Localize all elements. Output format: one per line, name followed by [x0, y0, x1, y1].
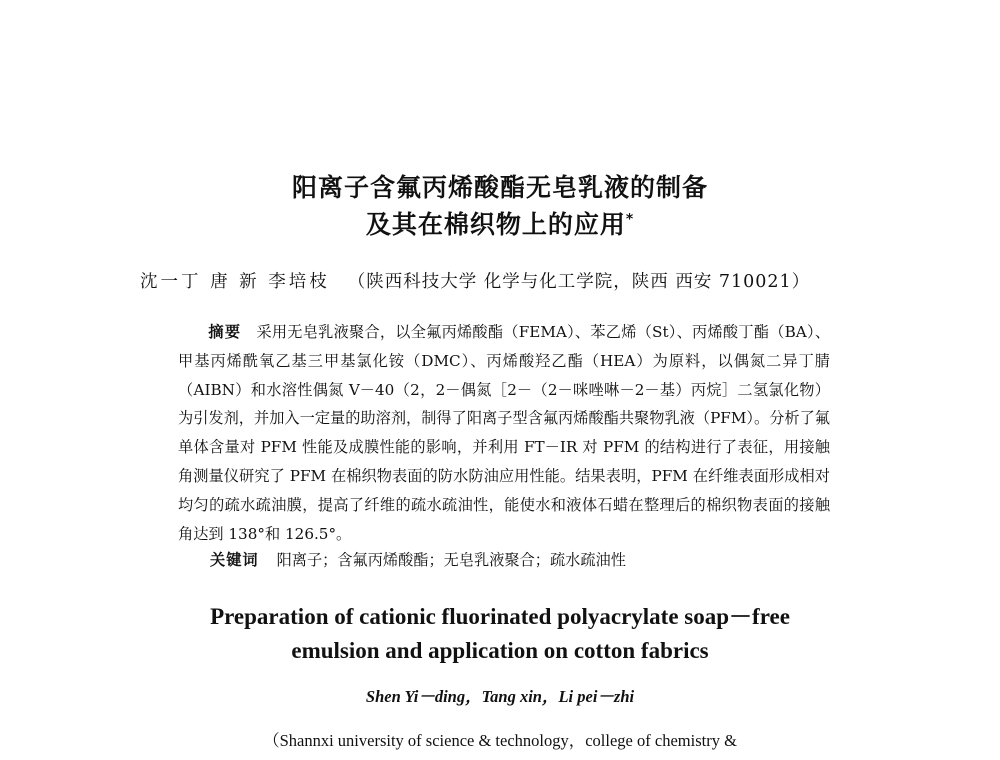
english-affiliation: （Shannxi university of science & technology，college of chemistry &: [263, 731, 737, 750]
english-title-line-1: Preparation of cationic fluorinated polyacrylate soap－free: [210, 604, 790, 629]
chinese-title-line-2: 及其在棉织物上的应用*: [365, 210, 635, 239]
chinese-title-line-1: 阳离子含氟丙烯酸酯无皂乳液的制备: [291, 173, 708, 202]
footnote-marker: *: [625, 211, 635, 228]
abstract-text: 采用无皂乳液聚合，以全氟丙烯酸酯（FEMA）、苯乙烯（St）、丙烯酸丁酯（BA）、甲基丙烯酰氧乙基三甲基氯化铵（DMC）、丙烯酸羟乙酯（HEA）为原料，以偶氮二异丁腈（AIBN）和水溶性偶氮 V－40（2，2－偶氮［2－（2－咪唑啉－2－基）丙烷］二氢氯化物）为引发剂，并加入一定量的助溶剂，制得了阳离子型含氟丙烯酸酯共聚物乳液（PFM）。分析了氟单体含量对 PFM 性能及成膜性能的影响，并利用 FT－IR 对 PFM 的结构进行了表征，用接触角测量仪研究了 PFM 在棉织物表面的防水防油应用性能。结果表明，PFM 在纤维表面形成相对均匀的疏水疏油膜，提高了纤维的疏水疏油性，能使水和液体石蜡在整理后的棉织物表面的接触角达到 138°和 126.5°。: [178, 323, 831, 543]
keywords-text: 阳离子；含氟丙烯酸酯；无皂乳液聚合；疏水疏油性: [276, 551, 626, 569]
chinese-author-line: [140, 268, 880, 296]
keywords-label: 关键词: [210, 551, 259, 569]
chinese-abstract: [178, 318, 830, 548]
english-author-names: Shen Yi－ding，Tang xin，Li pei－zhi: [365, 687, 635, 706]
abstract-label: 摘要: [208, 323, 242, 341]
chinese-author-names: 沈一丁 唐 新 李培枝: [140, 272, 330, 292]
chinese-affiliation: （陕西科技大学 化学与化工学院，陕西 西安 710021）: [347, 272, 811, 292]
english-title-line-2: emulsion and application on cotton fabrics: [291, 638, 709, 663]
chinese-keywords: [210, 547, 830, 573]
